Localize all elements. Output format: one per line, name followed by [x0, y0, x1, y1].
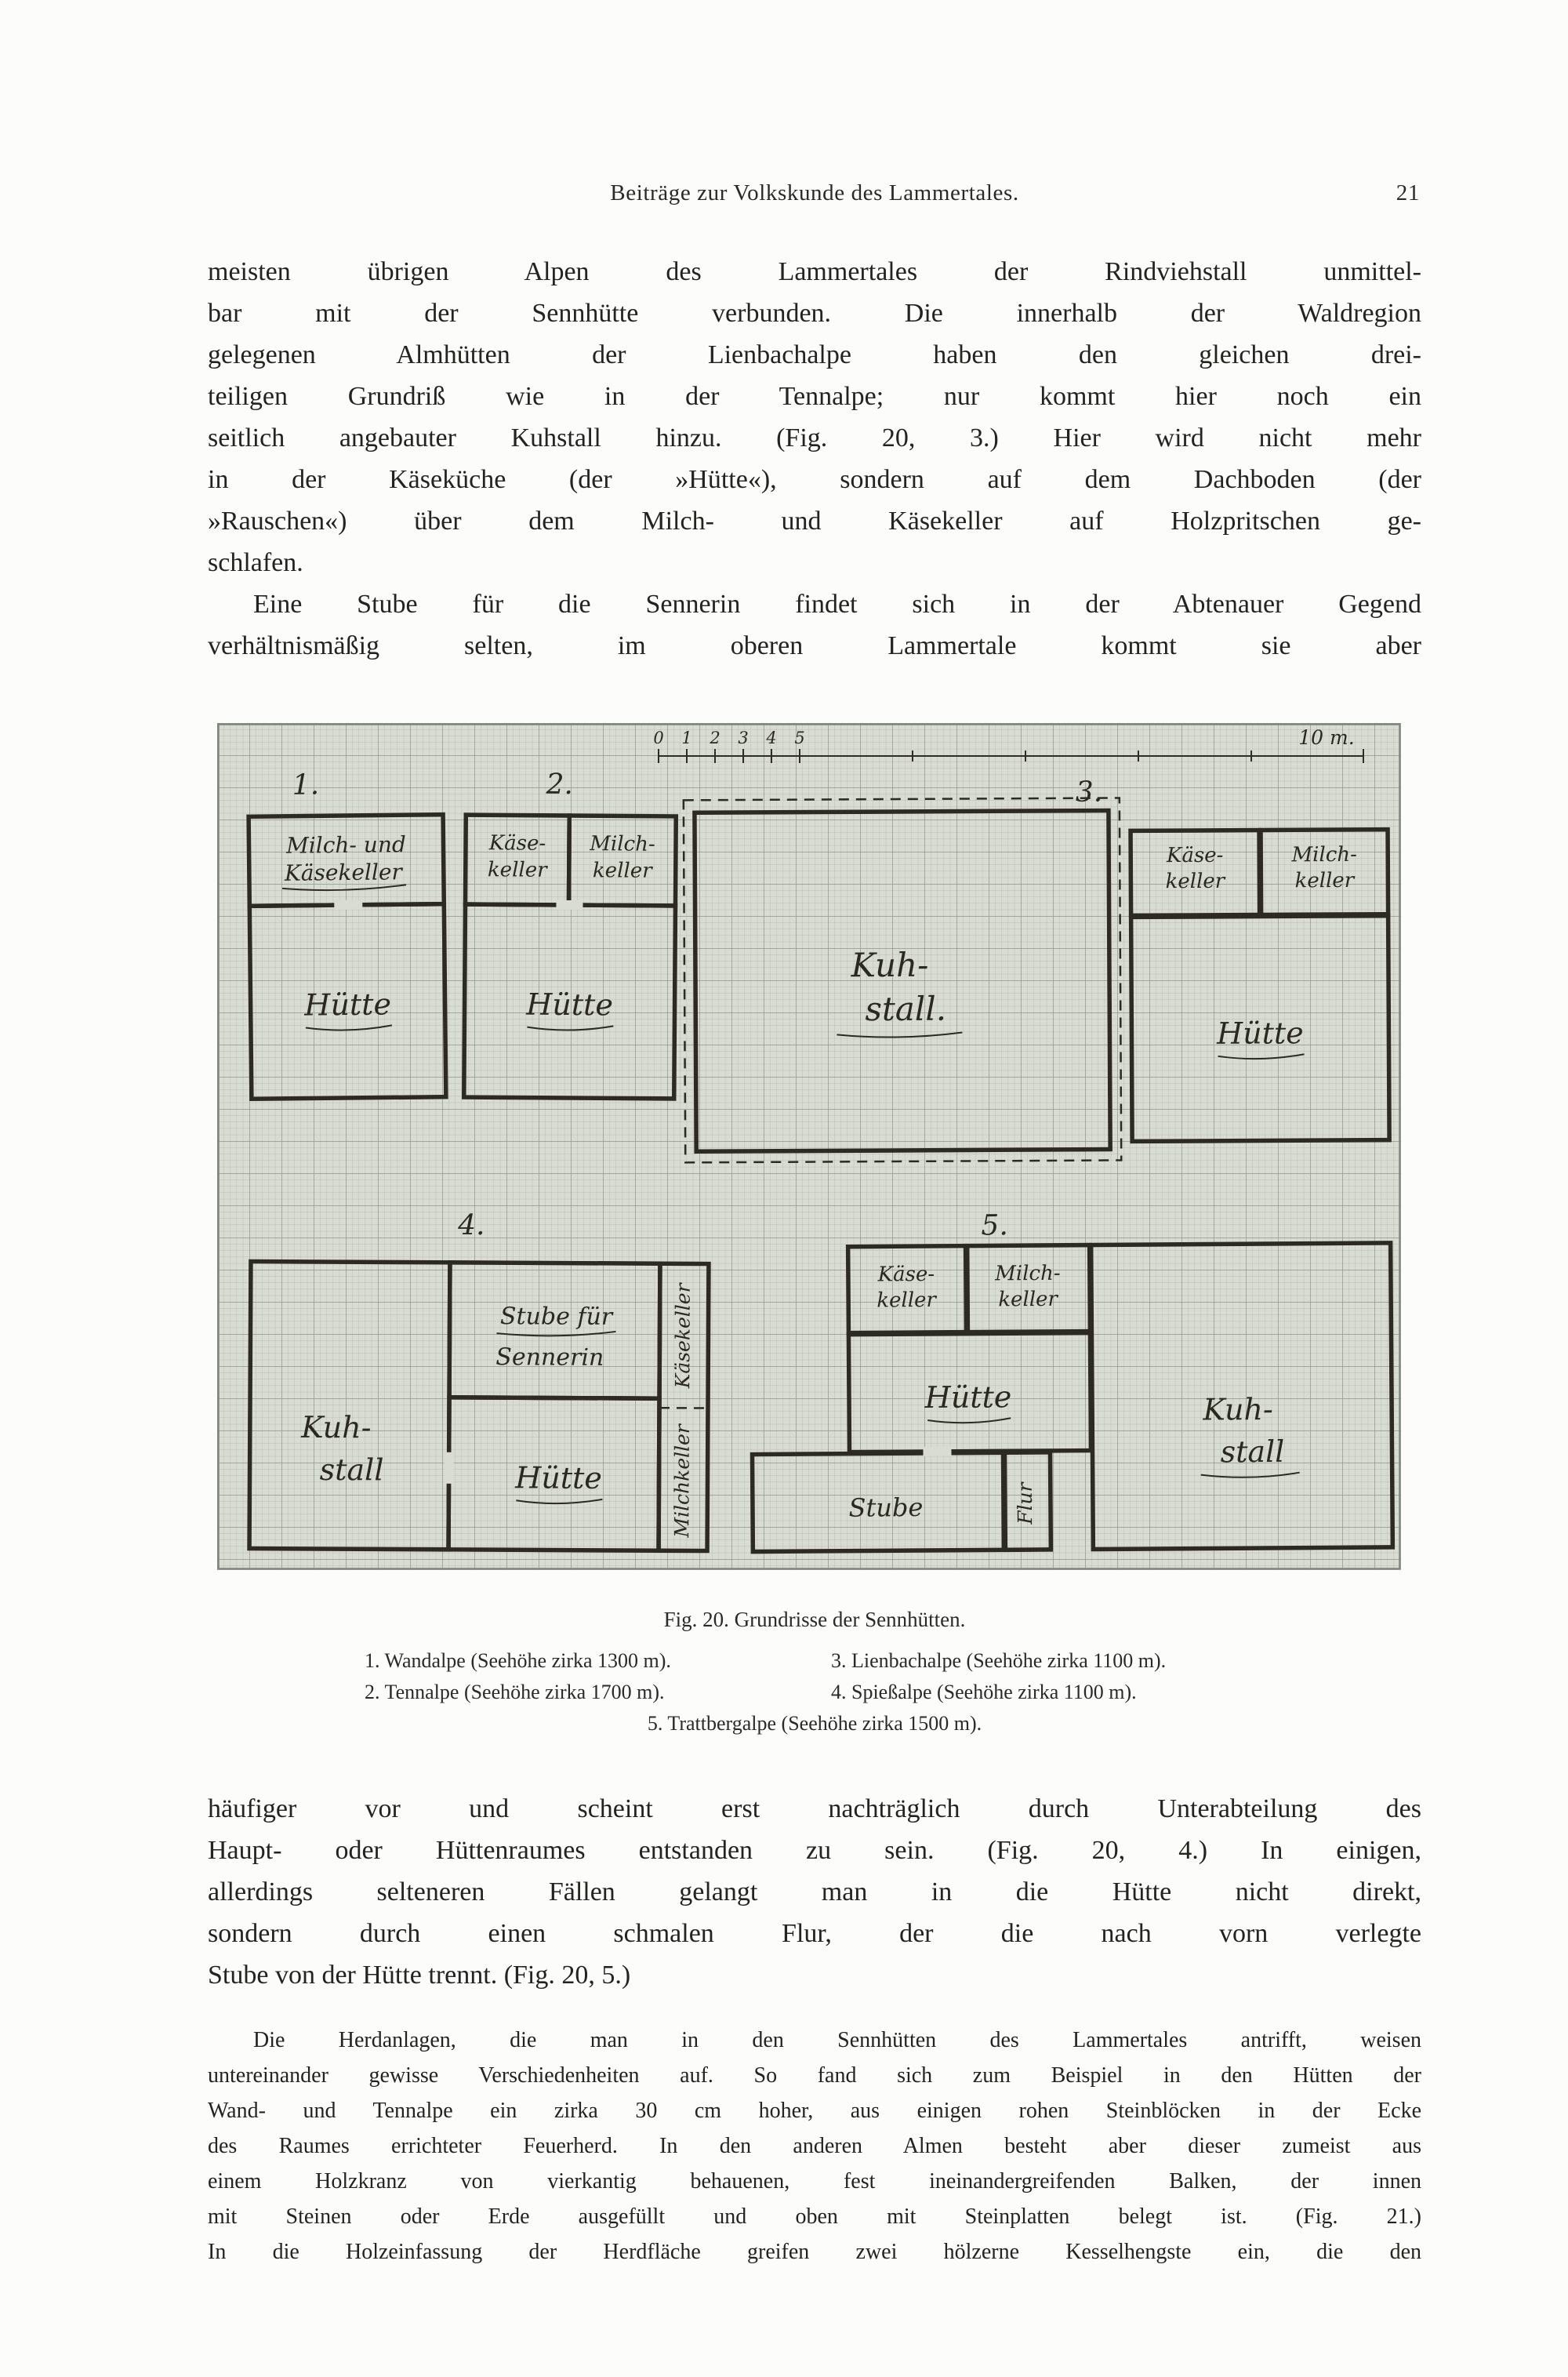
text-line: bar mit der Sennhütte verbunden. Die innerhalb der Waldregion [208, 299, 1421, 328]
plan1-number: 1. [292, 769, 320, 801]
text-line: einem Holzkranz von vierkantig behauenen, fest ineinandergreifenden Balken, der innen [208, 2169, 1421, 2193]
plan5-milchkeller-label-line1: Milch- [995, 1261, 1061, 1286]
scale-tick-1: 1 [681, 729, 692, 747]
plan1-door-gap [334, 900, 362, 910]
plan3-huette-label: Hütte [1216, 1016, 1304, 1051]
plan5-milchkeller-label-line2: keller [998, 1287, 1058, 1312]
figure-20 [208, 723, 1421, 1739]
scale-tick-3: 3 [738, 729, 749, 747]
legend-item-5: 5. Trattbergalpe (Seehöhe zirka 1500 m). [647, 1712, 982, 1735]
plan3-kaesekeller-label-line1: Käse- [1166, 843, 1224, 868]
plan5-number: 5. [981, 1209, 1008, 1242]
page-content [208, 0, 1421, 2270]
plan4-stube-label-line1: Stube für [499, 1303, 613, 1331]
plan5-door-gap [923, 1447, 951, 1456]
plan5-kaesekeller-label-line2: keller [877, 1288, 937, 1313]
plan4-stube-label-line2: Sennerin [495, 1343, 604, 1372]
plan5-flur-label-vertical: Flur [1013, 1482, 1037, 1525]
scale-tick-5: 5 [794, 729, 805, 747]
paragraph-1 [208, 251, 1421, 583]
plan4-huette-label: Hütte [515, 1460, 602, 1496]
plan1-milch-kaesekeller-label-line1: Milch- und [285, 831, 406, 859]
plan5-huette-label: Hütte [924, 1379, 1012, 1416]
plan1-huette-label: Hütte [304, 987, 392, 1023]
plan4-kuhstall-label-line2: stall [319, 1452, 384, 1488]
scale-tick-0: 0 [653, 729, 664, 747]
paragraph-3 [208, 1788, 1421, 1996]
plan3-kaesekeller-label-line2: keller [1165, 869, 1225, 894]
text-line: des Raumes errichteter Feuerherd. In den anderen Almen besteht aber dieser zumeist aus [208, 2134, 1421, 2158]
plan4-door-gap [444, 1452, 453, 1484]
plan3-kuhstall-label-line1: Kuh- [851, 945, 929, 985]
legend-item-3: 3. Lienbachalpe (Seehöhe zirka 1100 m). [831, 1649, 1167, 1672]
text-line: Eine Stube für die Sennerin findet sich in der Abtenauer Gegend [253, 590, 1421, 619]
legend-item-4: 4. Spießalpe (Seehöhe zirka 1100 m). [831, 1681, 1137, 1703]
plan4-milchkeller-label-vertical: Milchkeller [670, 1424, 694, 1538]
plan2-number: 2. [546, 768, 574, 801]
plan5-kuhstall-label-line2: stall [1220, 1434, 1285, 1470]
text-line: In die Holzeinfassung der Herdfläche greifen zwei hölzerne Kesselhengste ein, die den [208, 2240, 1421, 2264]
text-line: Wand- und Tennalpe ein zirka 30 cm hoher, aus einigen rohen Steinblöcken in der Ecke [208, 2099, 1421, 2123]
plan2-milchkeller-label-line2: keller [592, 859, 652, 883]
text-line: Die Herdanlagen, die man in den Sennhütten des Lammertales antrifft, weisen [253, 2028, 1421, 2052]
text-line: untereinander gewisse Verschiedenheiten auf. So fand sich zum Beispiel in den Hütten der [208, 2063, 1421, 2088]
plan3-kuhstall-label-line2: stall. [865, 989, 947, 1029]
plan2-door-gap [556, 900, 583, 910]
text-line: Stube von der Hütte trennt. (Fig. 20, 5.) [208, 1961, 631, 1990]
scale-end-label: 10 m. [1298, 726, 1355, 749]
plan3-milchkeller-label-line1: Milch- [1291, 842, 1357, 867]
plan3-number: 3. [1075, 776, 1103, 809]
paragraph-4 [208, 2023, 1421, 2270]
plan3-milchkeller-label-line2: keller [1294, 868, 1355, 893]
text-line: teiligen Grundriß wie in der Tennalpe; nur kommt hier noch ein [208, 382, 1421, 411]
plan4-kuhstall-label-line1: Kuh- [301, 1409, 372, 1445]
legend-row-1 [208, 1645, 1421, 1677]
running-head [208, 179, 1421, 207]
legend-item-2: 2. Tennalpe (Seehöhe zirka 1700 m). [365, 1681, 665, 1703]
running-title: Beiträge zur Volkskunde des Lammertales. [610, 180, 1019, 205]
text-line: mit Steinen oder Erde ausgefüllt und oben mit Steinplatten belegt ist. (Fig. 21.) [208, 2204, 1421, 2229]
plan4-kaesekeller-label-vertical: Käsekeller [671, 1283, 695, 1389]
page-number: 21 [1396, 180, 1420, 205]
legend-item-1: 1. Wandalpe (Seehöhe zirka 1300 m). [365, 1649, 671, 1672]
plan5-kaesekeller-label-line1: Käse- [877, 1262, 935, 1287]
plan2-kaesekeller-label-line1: Käse- [488, 831, 546, 856]
text-line: schlafen. [208, 548, 303, 577]
text-line: sondern durch einen schmalen Flur, der die nach vorn verlegte [208, 1919, 1421, 1948]
plan2-huette-label: Hütte [526, 987, 614, 1023]
legend-row-2 [208, 1677, 1421, 1708]
text-line: gelegenen Almhütten der Lienbachalpe haben den gleichen drei- [208, 340, 1421, 369]
plan2-milchkeller-label-line1: Milch- [590, 832, 655, 856]
plan5-stube-label: Stube [848, 1492, 924, 1523]
text-line: allerdings selteneren Fällen gelangt man in die Hütte nicht direkt, [208, 1877, 1421, 1906]
plan5-kuhstall-label-line1: Kuh- [1203, 1391, 1273, 1427]
floor-plans-figure [217, 723, 1401, 1570]
text-line: in der Käseküche (der »Hütte«), sondern auf dem Dachboden (der [208, 465, 1421, 494]
scale-tick-4: 4 [766, 729, 777, 747]
plan1-milch-kaesekeller-label-line2: Käsekeller [284, 859, 402, 886]
legend-row-3 [208, 1708, 1421, 1739]
paragraph-2 [208, 583, 1421, 667]
figure-caption: Fig. 20. Grundrisse der Sennhütten. [663, 1608, 966, 1631]
text-line: »Rauschen«) über dem Milch- und Käsekeller auf Holzpritschen ge- [208, 507, 1421, 536]
plan2-kaesekeller-label-line2: keller [487, 858, 547, 882]
text-line: häufiger vor und scheint erst nachträglich durch Unterabteilung des [208, 1794, 1421, 1823]
figure-legend [208, 1645, 1421, 1739]
figure-caption-block [208, 1606, 1421, 1739]
text-line: meisten übrigen Alpen des Lammertales der Rindviehstall unmittel- [208, 257, 1421, 286]
text-line: seitlich angebauter Kuhstall hinzu. (Fig. 20, 3.) Hier wird nicht mehr [208, 423, 1421, 453]
scale-tick-2: 2 [710, 729, 720, 747]
text-line: verhältnismäßig selten, im oberen Lammertale kommt sie aber [208, 631, 1421, 660]
text-line: Haupt- oder Hüttenraumes entstanden zu sein. (Fig. 20, 4.) In einigen, [208, 1836, 1421, 1865]
plan4-number: 4. [458, 1208, 485, 1242]
